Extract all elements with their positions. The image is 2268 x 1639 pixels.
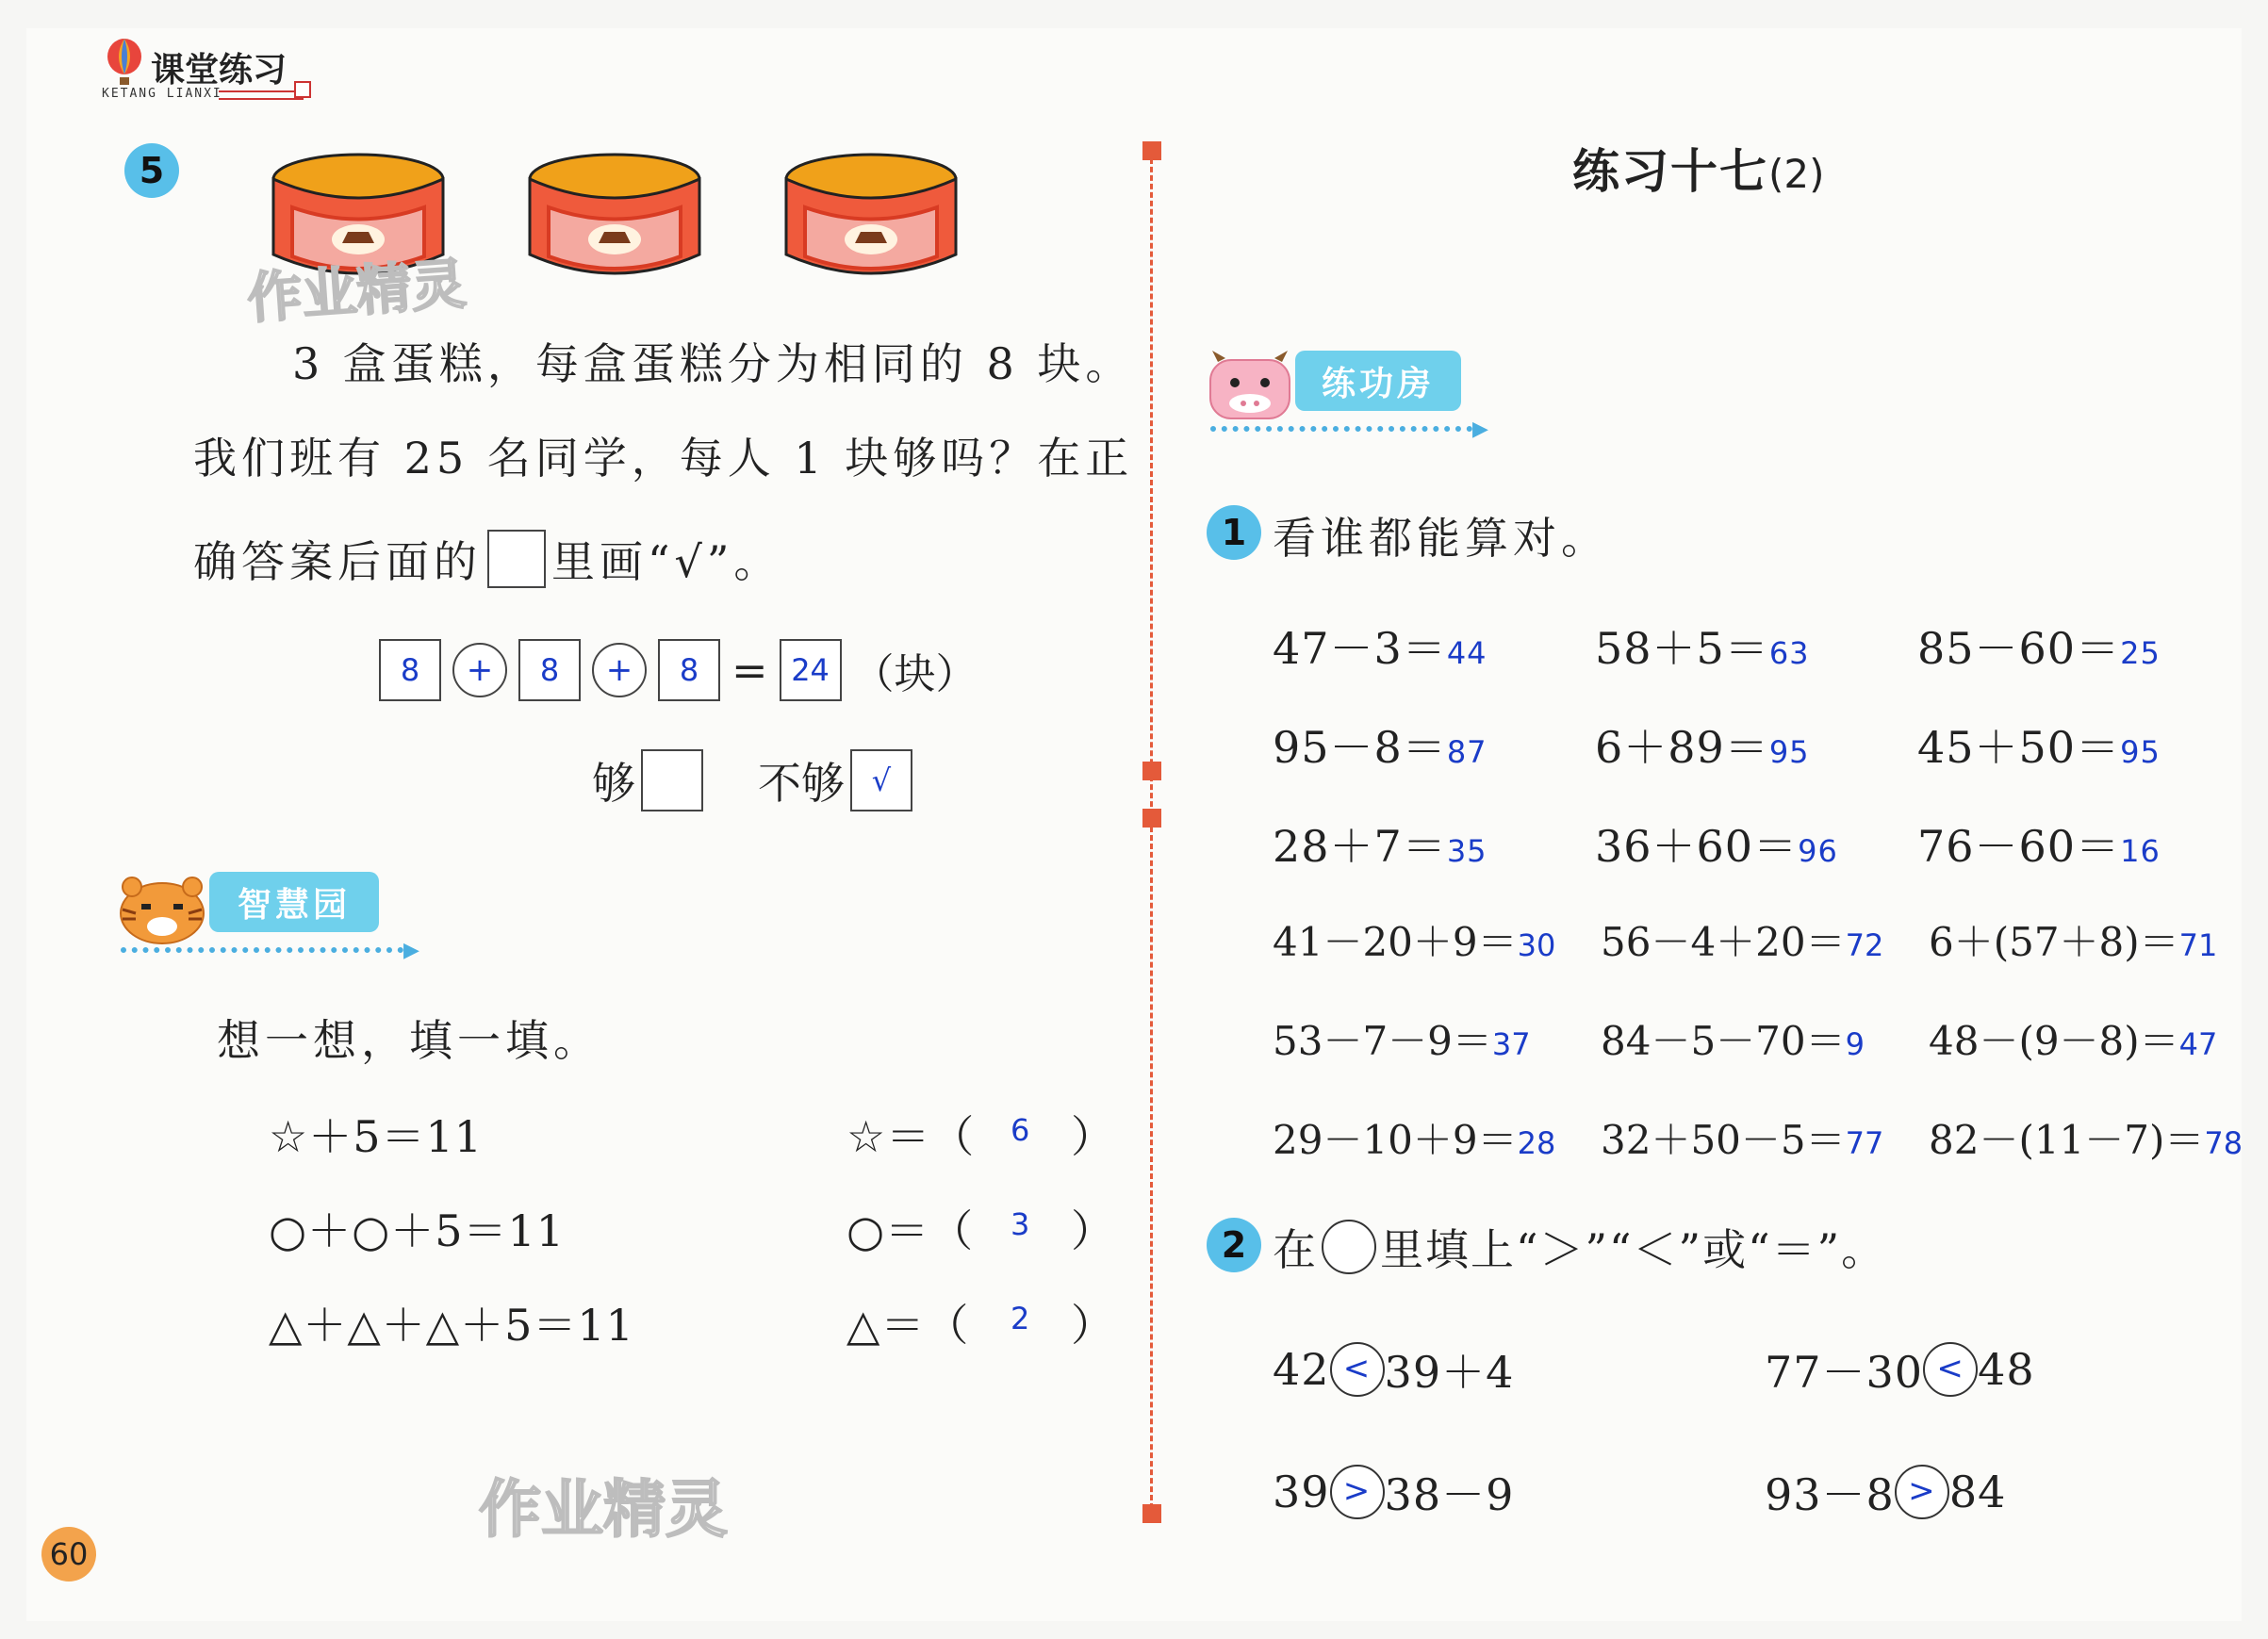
watermark-top: 作业精灵 bbox=[245, 251, 468, 331]
q1-expr: 6＋(57＋8)＝ bbox=[1929, 919, 2179, 965]
q5-line-3a: 确答案后面的 bbox=[193, 536, 482, 587]
example-box bbox=[487, 530, 546, 588]
header-decoration-box bbox=[294, 81, 311, 98]
q1-item bbox=[1601, 1109, 1883, 1166]
q1-answer[interactable]: 35 bbox=[1446, 833, 1487, 869]
q2-right: 48 bbox=[1978, 1344, 2035, 1395]
q1-expr: 58＋5＝ bbox=[1595, 623, 1769, 674]
q1-instruction: 看谁都能算对。 bbox=[1273, 513, 1609, 564]
calc-box-2[interactable]: 8 bbox=[518, 639, 581, 701]
q2-sign-circle[interactable]: < bbox=[1330, 1342, 1385, 1397]
cow-icon bbox=[1207, 349, 1293, 424]
wisdom-sym-1: ☆＝（ bbox=[846, 1111, 976, 1162]
q2-item bbox=[1765, 1338, 2035, 1401]
q1-answer[interactable]: 16 bbox=[2120, 833, 2161, 869]
question-1-badge: 1 bbox=[1207, 505, 1261, 560]
wisdom-expr-1: ☆＋5＝11 bbox=[269, 1111, 484, 1162]
q2-instruction-a: 在 bbox=[1273, 1224, 1318, 1275]
q1-answer[interactable]: 25 bbox=[2120, 635, 2161, 671]
q2-left: 77－30 bbox=[1765, 1347, 1924, 1398]
page-number: 60 bbox=[41, 1527, 96, 1582]
q2-sign-circle[interactable]: > bbox=[1330, 1465, 1385, 1519]
q1-item bbox=[1273, 615, 1487, 677]
q5-calculation bbox=[379, 639, 978, 701]
wisdom-dotted-line bbox=[121, 947, 403, 959]
q1-expr: 6＋89＝ bbox=[1595, 722, 1769, 773]
q1-item bbox=[1273, 1010, 1531, 1067]
calc-unit: （块） bbox=[852, 650, 978, 698]
q2-item bbox=[1273, 1461, 1514, 1523]
wisdom-instruction: 想一想，填一填。 bbox=[217, 1015, 601, 1066]
cake-box-icon bbox=[530, 155, 699, 273]
q1-item bbox=[1929, 1010, 2217, 1067]
q1-answer[interactable]: 30 bbox=[1517, 927, 1556, 963]
calc-result-box[interactable]: 24 bbox=[780, 639, 842, 701]
wisdom-expr-3: △＋△＋△＋5＝11 bbox=[269, 1300, 634, 1351]
q2-right: 84 bbox=[1948, 1467, 2007, 1517]
q5-line-1: 3 盒蛋糕，每盒蛋糕分为相同的 8 块。 bbox=[292, 338, 1134, 389]
question-5-badge: 5 bbox=[124, 143, 179, 198]
q1-expr: 95－8＝ bbox=[1273, 722, 1447, 773]
q1-answer[interactable]: 47 bbox=[2178, 1026, 2218, 1062]
q2-left: 39 bbox=[1273, 1467, 1330, 1517]
q1-answer[interactable]: 96 bbox=[1798, 833, 1838, 869]
calc-op-circle-2[interactable]: + bbox=[592, 643, 647, 697]
q1-expr: 82－(11－7)＝ bbox=[1929, 1117, 2205, 1163]
q1-item bbox=[1601, 911, 1883, 968]
q2-item bbox=[1273, 1338, 1514, 1401]
tiger-icon bbox=[115, 872, 209, 947]
q1-answer[interactable]: 77 bbox=[1845, 1125, 1884, 1161]
arrow-right-icon: ▶ bbox=[1472, 418, 1488, 441]
q1-answer[interactable]: 28 bbox=[1517, 1125, 1556, 1161]
header-subtitle: KETANG LIANXI bbox=[102, 87, 222, 101]
wisdom-answer-1[interactable]: 6 bbox=[1011, 1112, 1031, 1148]
q1-answer[interactable]: 9 bbox=[1845, 1026, 1865, 1062]
q1-expr: 48－(9－8)＝ bbox=[1929, 1018, 2179, 1064]
q1-answer[interactable]: 87 bbox=[1446, 734, 1487, 770]
q2-instruction bbox=[1273, 1216, 1886, 1278]
q2-left: 93－8 bbox=[1765, 1469, 1895, 1520]
divider-marker bbox=[1142, 762, 1161, 780]
wisdom-close-1: ） bbox=[1071, 1111, 1115, 1162]
wisdom-answer-3[interactable]: 2 bbox=[1011, 1301, 1031, 1336]
q1-answer[interactable]: 95 bbox=[1768, 734, 1810, 770]
calc-box-3[interactable]: 8 bbox=[658, 639, 720, 701]
q2-right: 39＋4 bbox=[1384, 1347, 1515, 1398]
q1-expr: 56－4＋20＝ bbox=[1601, 919, 1846, 965]
arrow-right-icon: ▶ bbox=[403, 939, 419, 962]
q1-answer[interactable]: 78 bbox=[2204, 1125, 2243, 1161]
calc-box-1[interactable]: 8 bbox=[379, 639, 441, 701]
q2-instruction-b: 里填上“＞”“＜”或“＝”。 bbox=[1380, 1224, 1887, 1275]
watermark-bottom: 作业精灵 bbox=[479, 1473, 728, 1546]
q1-item bbox=[1929, 1109, 2243, 1166]
header-title: 课堂练习 bbox=[151, 51, 288, 90]
enough-label: 够 bbox=[592, 758, 635, 809]
q1-item bbox=[1273, 812, 1487, 875]
q1-expr: 32＋50－5＝ bbox=[1601, 1117, 1846, 1163]
page-title-main: 练习十七 bbox=[1572, 144, 1768, 199]
q1-item bbox=[1273, 911, 1555, 968]
q2-left: 42 bbox=[1273, 1344, 1330, 1395]
q1-answer[interactable]: 95 bbox=[2120, 734, 2161, 770]
q2-item bbox=[1765, 1461, 2006, 1523]
balloon-icon bbox=[104, 38, 145, 87]
q1-expr: 36＋60＝ bbox=[1595, 821, 1799, 872]
q1-answer[interactable]: 63 bbox=[1768, 635, 1810, 671]
q1-expr: 45＋50＝ bbox=[1917, 722, 2121, 773]
wisdom-sym-2: ○＝（ bbox=[846, 1205, 975, 1256]
q1-answer[interactable]: 71 bbox=[2178, 927, 2218, 963]
q1-item bbox=[1273, 1109, 1555, 1166]
q1-item bbox=[1595, 615, 1810, 677]
q1-expr: 85－60＝ bbox=[1917, 623, 2121, 674]
wisdom-sym-3: △＝（ bbox=[846, 1300, 970, 1351]
q1-item bbox=[1595, 812, 1838, 875]
q5-choices bbox=[592, 749, 912, 811]
q1-expr: 47－3＝ bbox=[1273, 623, 1447, 674]
q1-item bbox=[1601, 1010, 1865, 1067]
wisdom-close-3: ） bbox=[1071, 1300, 1115, 1351]
q1-expr: 28＋7＝ bbox=[1273, 821, 1447, 872]
q1-answer[interactable]: 72 bbox=[1845, 927, 1884, 963]
q1-item bbox=[1273, 713, 1487, 776]
q5-line-2: 我们班有 25 名同学，每人 1 块够吗？在正 bbox=[193, 433, 1134, 484]
q1-expr: 29－10＋9＝ bbox=[1273, 1117, 1518, 1163]
cake-box-icon bbox=[786, 155, 956, 273]
q1-expr: 41－20＋9＝ bbox=[1273, 919, 1518, 965]
practice-room-tag: 练功房 bbox=[1295, 351, 1461, 411]
wisdom-expr-2: ○＋○＋5＝11 bbox=[269, 1205, 566, 1256]
wisdom-answer-2[interactable]: 3 bbox=[1011, 1206, 1031, 1242]
wisdom-close-2: ） bbox=[1071, 1205, 1115, 1256]
practice-dotted-line bbox=[1210, 426, 1472, 437]
q2-sign-circle[interactable]: > bbox=[1895, 1465, 1949, 1519]
q1-item bbox=[1595, 713, 1810, 776]
page-divider bbox=[1150, 141, 1153, 1517]
q2-right: 38－9 bbox=[1384, 1469, 1515, 1520]
q1-item bbox=[1929, 911, 2217, 968]
page-title-suffix: (2) bbox=[1768, 151, 1825, 197]
divider-marker bbox=[1142, 809, 1161, 828]
divider-marker bbox=[1142, 141, 1161, 160]
q1-item bbox=[1917, 615, 2161, 677]
calc-equals: = bbox=[731, 645, 768, 696]
not-enough-checkbox[interactable]: √ bbox=[850, 749, 912, 811]
q1-expr: 84－5－70＝ bbox=[1601, 1018, 1846, 1064]
q5-line-3 bbox=[193, 528, 781, 590]
header-decoration-line bbox=[219, 90, 304, 100]
q1-expr: 76－60＝ bbox=[1917, 821, 2121, 872]
wisdom-garden-tag: 智慧园 bbox=[209, 872, 379, 932]
q2-sign-circle[interactable]: < bbox=[1923, 1342, 1978, 1397]
page-title bbox=[1572, 134, 1825, 202]
q1-expr: 53－7－9＝ bbox=[1273, 1018, 1492, 1064]
enough-checkbox[interactable] bbox=[641, 749, 703, 811]
calc-op-circle-1[interactable]: + bbox=[452, 643, 507, 697]
q1-answer[interactable]: 44 bbox=[1446, 635, 1487, 671]
example-circle bbox=[1322, 1220, 1376, 1274]
q5-line-3b: 里画“√”。 bbox=[551, 536, 782, 587]
q1-item bbox=[1917, 812, 2161, 875]
question-2-badge: 2 bbox=[1207, 1218, 1261, 1272]
q1-item bbox=[1917, 713, 2161, 776]
q1-answer[interactable]: 37 bbox=[1491, 1026, 1531, 1062]
divider-marker bbox=[1142, 1504, 1161, 1523]
not-enough-label: 不够 bbox=[758, 758, 845, 809]
